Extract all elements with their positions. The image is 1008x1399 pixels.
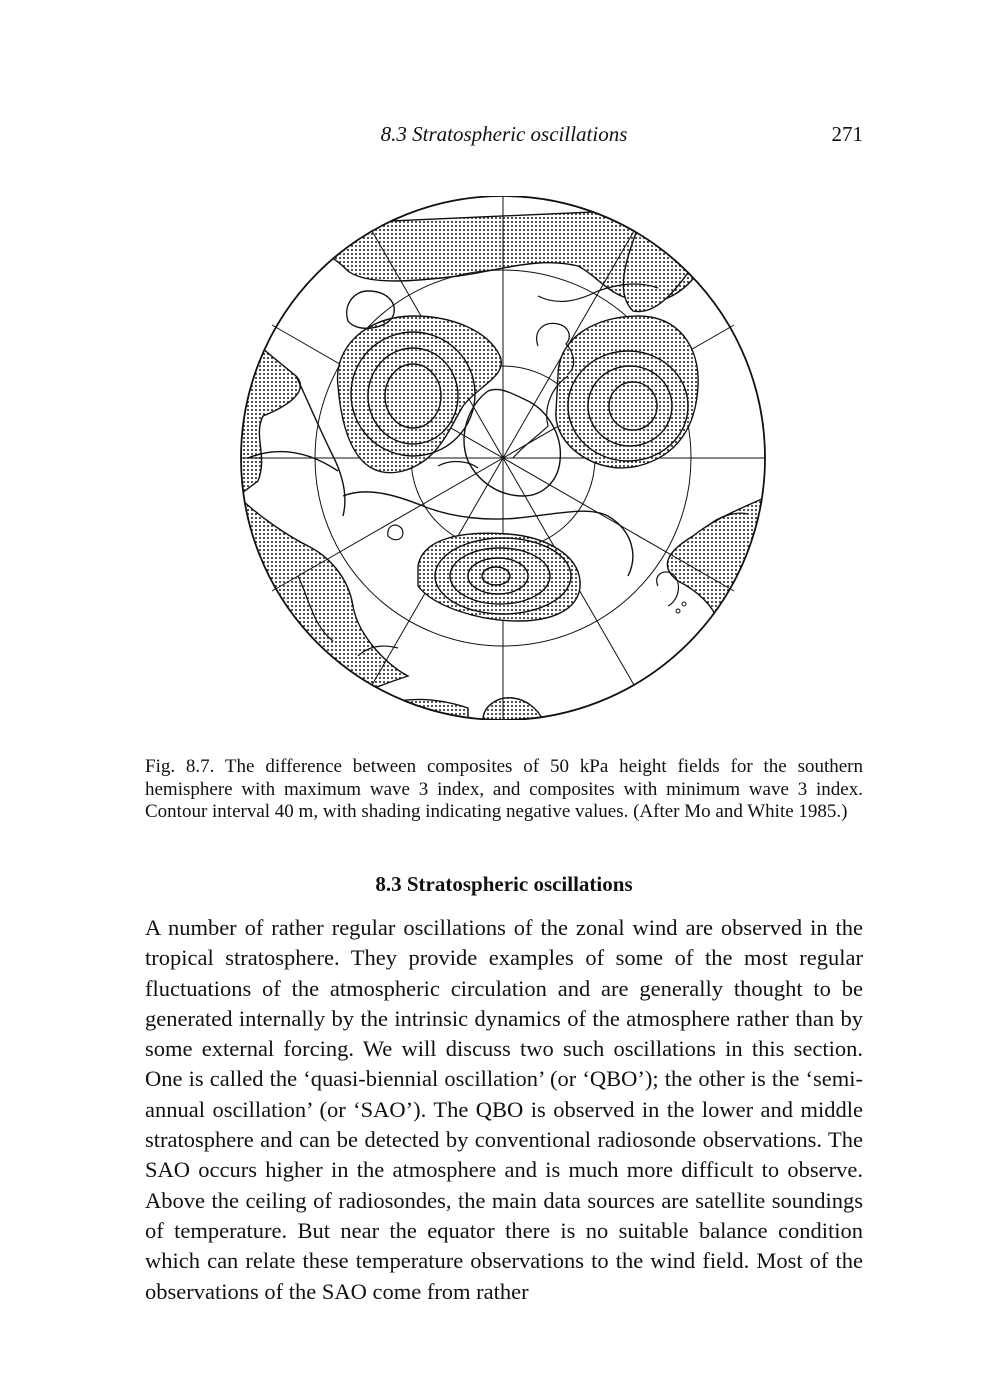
shaded-region-bottom-left-rim bbox=[378, 699, 468, 720]
running-head bbox=[145, 122, 863, 152]
island-marker-1 bbox=[676, 609, 680, 613]
shaded-region-bottom-left bbox=[238, 496, 408, 720]
negative-centre-bottom bbox=[418, 533, 580, 621]
negative-centre-right bbox=[556, 316, 698, 468]
polar-stereographic-map bbox=[238, 196, 768, 720]
shaded-region-bottom bbox=[483, 698, 543, 720]
island-marker-2 bbox=[682, 602, 686, 606]
running-title: 8.3 Stratospheric oscillations bbox=[380, 122, 628, 146]
body-paragraph: A number of rather regular oscillations of the zonal wind are observed in the tropical stratosphere. They provide examples of some of the most regular fluctuations of the atmospheric circulation and are generally thought to be generated internally by the intrinsic dynamics of the atmosphere rather than by some external forcing. We will discuss two such oscillations in this section. One is called the ‘quasi-biennial oscillation’ (or ‘QBO’); the other is the ‘semi-annual oscillation’ (or ‘SAO’). The QBO is observed in the lower and middle stratosphere and can be detected by conventional radiosonde observations. The SAO occurs higher in the atmosphere and is much more difficult to observe. Above the ceiling of radiosondes, the main data sources are satellite soundings of temperature. But near the equator there is no suitable balance condition which can relate these temperature observations to the wind field. Most of the observations of the SAO come from rather bbox=[145, 915, 863, 1304]
figure-caption: Fig. 8.7. The difference between composites of 50 kPa height fields for the southern hemisphere with maximum wave 3 index, and composites with minimum wave 3 index. Contour interval 40 m, with shading indicating negative values. (After Mo and White 1985.) bbox=[145, 756, 863, 822]
figure-polar-map bbox=[238, 196, 768, 720]
negative-centre-upper-left bbox=[338, 316, 502, 473]
shaded-region-left bbox=[238, 326, 300, 496]
section-heading: 8.3 Stratospheric oscillations bbox=[375, 872, 633, 896]
page-number: 271 bbox=[831, 122, 863, 146]
